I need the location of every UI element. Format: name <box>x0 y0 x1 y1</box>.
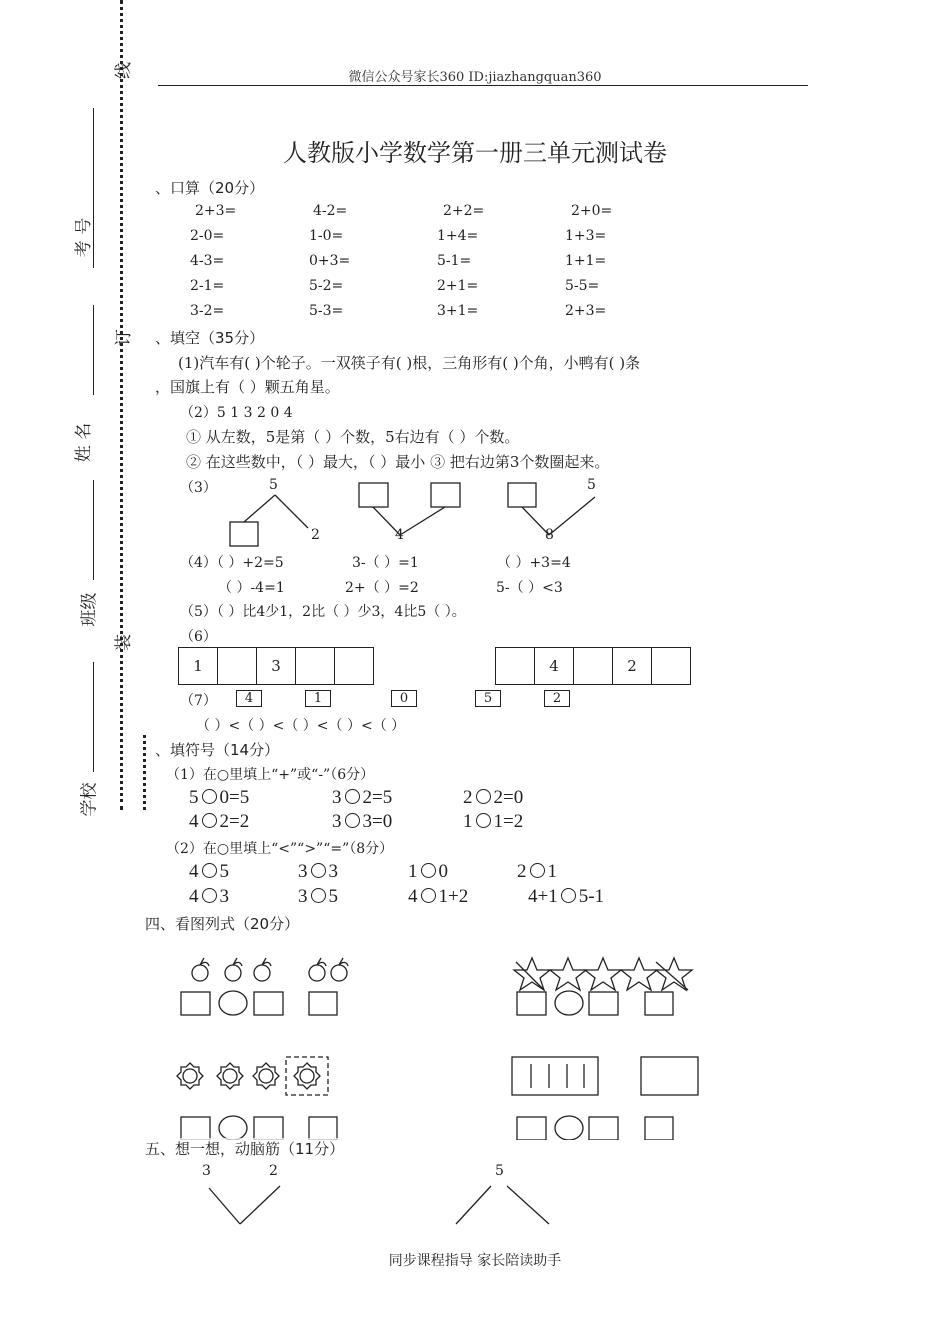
q6-left-cell-3: 3 <box>256 647 296 685</box>
q6-right-cell-5 <box>651 647 691 685</box>
blank-circle-icon <box>476 789 491 804</box>
s5-num-2: 2 <box>269 1163 278 1179</box>
s1-r3c2: 2+1= <box>437 278 479 294</box>
s3-p2-r1-b2: 3 <box>328 861 338 882</box>
blank-circle-icon <box>202 789 217 804</box>
blank-circle-icon <box>202 888 217 903</box>
answer-box <box>589 992 618 1015</box>
q6-left-cell-1: 1 <box>178 647 218 685</box>
s1-r3c1: 5-2= <box>309 278 344 294</box>
s1-r0c2: 2+2= <box>443 203 485 219</box>
q4-row2-c: 5-（ ）<3 <box>496 580 563 596</box>
q3-num-top: 5 <box>269 477 278 493</box>
q3-number-trees <box>0 0 950 560</box>
s1-r2c1: 0+3= <box>309 253 351 269</box>
q3-tree1-branch-right <box>275 495 308 528</box>
xingming-label: 姓 名 <box>74 422 95 463</box>
operator-oval <box>555 1116 583 1140</box>
q4-row2-a: （ ）-4=1 <box>218 580 285 596</box>
q7-box-2: 1 <box>305 690 331 707</box>
blank-circle-icon <box>530 863 545 878</box>
answer-box <box>517 992 546 1015</box>
apple-icon <box>192 958 209 981</box>
s1-r1c2: 1+4= <box>437 228 479 244</box>
s3-p2-r2-d <box>528 886 604 908</box>
s1-r4c1: 5-3= <box>309 303 344 319</box>
sun-icon <box>253 1063 279 1089</box>
answer-box <box>589 1117 618 1140</box>
q3-label: （3） <box>180 480 217 496</box>
q3-tree2-box-left <box>359 483 388 507</box>
star-icon <box>550 958 586 990</box>
section1-title: 、口算（20分） <box>155 179 265 197</box>
s3-p2-r2-c <box>408 886 468 908</box>
s3-part2-instr: （2）在○里填上“<”“>”“=”（8分） <box>166 841 394 857</box>
s3-p2-r1-d <box>517 861 557 883</box>
q6-left-cell-5 <box>334 647 374 685</box>
section3-title: 、填符号（14分） <box>155 741 280 759</box>
q4-row2-b: 2+（ ）=2 <box>345 580 419 596</box>
page-title: 人教版小学数学第一册三单元测试卷 <box>283 139 667 167</box>
star-icon <box>585 958 621 990</box>
xuexiao-label: 学校 <box>79 782 100 817</box>
q2-sub-b: ② 在这些数中，（ ）最大，（ ）最小 ③ 把右边第3个数圈起来。 <box>186 453 610 471</box>
s3-p1-r2-c2: 1=2 <box>493 811 524 832</box>
s3-p1-r1-a1: 5 <box>189 787 199 808</box>
sun-icon <box>294 1063 320 1089</box>
binding-zhuang-char: 装 <box>114 634 134 651</box>
s3-p2-r2-b <box>298 886 338 908</box>
s5-tree1-left <box>209 1188 240 1224</box>
answer-box <box>645 992 673 1015</box>
s3-p2-r2-d2: 5-1 <box>578 886 605 907</box>
apple-icon <box>309 958 326 981</box>
q7-box-4: 5 <box>475 690 501 707</box>
s3-p2-r1-d1: 2 <box>517 861 527 882</box>
q7-label: （7） <box>180 693 217 709</box>
star-icon <box>514 958 550 990</box>
s3-p1-row2-b <box>332 811 392 833</box>
q3-num-bottom2: 8 <box>545 527 554 543</box>
star-icon <box>621 958 657 990</box>
q7-order-line: （ ）<（ ）<（ ）<（ ）<（ ） <box>196 718 406 734</box>
sun-icon <box>177 1063 203 1089</box>
q1-line-b: ，国旗上有（ ）颗五角星。 <box>155 378 340 396</box>
s1-r2c2: 5-1= <box>437 253 472 269</box>
q3-tree3-branch-right <box>549 497 595 535</box>
s4-pictures <box>0 940 950 1140</box>
q2-numbers: （2）5 1 3 2 0 4 <box>180 405 293 421</box>
s3-p2-r2-a1: 4 <box>189 886 199 907</box>
q7-box-1: 4 <box>236 690 262 707</box>
s3-p2-r2-d1: 4+1 <box>528 886 558 907</box>
q2-sub-a: ① 从左数，5是第（ ）个数，5右边有（ ）个数。 <box>186 428 520 446</box>
s3-p2-r2-b1: 3 <box>298 886 308 907</box>
s3-p1-row1-c <box>463 787 523 809</box>
blank-circle-icon <box>476 813 491 828</box>
s1-r1c0: 2-0= <box>190 228 225 244</box>
answer-box <box>309 992 337 1015</box>
q5-line: （5）（ ）比4少1，2比（ ）少3，4比5（ ）。 <box>180 604 466 620</box>
q6-right-cell-2: 4 <box>534 647 574 685</box>
s3-p2-r1-d2: 1 <box>547 861 557 882</box>
s5-tree2-right <box>507 1186 549 1224</box>
s1-r0c1: 4-2= <box>313 203 348 219</box>
s3-p2-r2-a <box>189 886 229 908</box>
q3-num-right: 2 <box>311 527 320 543</box>
strike-line <box>656 962 688 990</box>
s1-r4c0: 3-2= <box>190 303 225 319</box>
answer-box <box>517 1117 546 1140</box>
s3-p2-r2-b2: 5 <box>328 886 338 907</box>
s5-num-3: 3 <box>202 1163 211 1179</box>
empty-sticks-box <box>641 1057 698 1095</box>
s5-num-5: 5 <box>495 1163 504 1179</box>
s3-p1-r1-c2: 2=0 <box>493 787 524 808</box>
q7-box-3: 0 <box>391 690 417 707</box>
s3-p1-row2-c <box>463 811 523 833</box>
kaohao-label: 考 号 <box>74 217 95 258</box>
blank-circle-icon <box>421 863 436 878</box>
sticks-box <box>512 1057 598 1095</box>
answer-box <box>254 992 283 1015</box>
s1-r2c0: 4-3= <box>190 253 225 269</box>
s3-p2-r1-c2: 0 <box>438 861 448 882</box>
q1-line-a: (1)汽车有( )个轮子。一双筷子有( )根，三角形有( )个角，小鸭有( )条 <box>178 354 641 372</box>
s1-r4c2: 3+1= <box>437 303 479 319</box>
q7-box-5: 2 <box>544 690 570 707</box>
q3-num-top2: 5 <box>587 477 596 493</box>
blank-circle-icon <box>421 888 436 903</box>
binding-ding-char: 订 <box>114 329 134 346</box>
section4-title: 四、看图列式（20分） <box>145 915 300 933</box>
s3-p2-r1-a2: 5 <box>219 861 229 882</box>
q3-tree1-box <box>230 522 258 546</box>
answer-box <box>181 1117 210 1140</box>
blank-circle-icon <box>311 888 326 903</box>
q4-row1-b: 3-（ ）=1 <box>352 555 419 571</box>
s3-p2-r1-b1: 3 <box>298 861 308 882</box>
q6-right-cell-3 <box>573 647 613 685</box>
apple-icon <box>331 958 348 981</box>
s3-p1-r2-b2: 3=0 <box>362 811 393 832</box>
s1-r3c3: 5-5= <box>565 278 600 294</box>
q3-tree1-branch-left <box>244 495 275 522</box>
sun-icon <box>217 1063 243 1089</box>
s3-p1-row2 <box>189 811 249 833</box>
q3-num-bottom: 4 <box>395 527 404 543</box>
blank-circle-icon <box>561 888 576 903</box>
answer-box <box>254 1117 283 1140</box>
q3-tree2-branch-right <box>400 507 445 535</box>
binding-dotted-line-lower <box>143 735 146 810</box>
page-footer: 同步课程指导 家长陪读助手 <box>388 1253 562 1269</box>
s3-p1-r2-a2: 2=2 <box>219 811 250 832</box>
s5-tree1-right <box>240 1186 280 1224</box>
s3-p1-r1-a2: 0=5 <box>219 787 250 808</box>
q3-tree3-box <box>508 483 536 507</box>
s3-p1-row1-b <box>332 787 392 809</box>
strike-line <box>516 962 544 990</box>
blank-circle-icon <box>345 813 360 828</box>
blank-circle-icon <box>311 863 326 878</box>
s3-p1-r1-b1: 3 <box>332 787 342 808</box>
q4-row1-c: （ ）+3=4 <box>497 555 571 571</box>
s3-p2-r1-c1: 1 <box>408 861 418 882</box>
page-header: 微信公众号家长360 ID:jiazhangquan360 <box>348 70 602 85</box>
apple-icon <box>225 958 242 981</box>
section2-title: 、填空（35分） <box>155 329 265 347</box>
s3-p1-r2-a1: 4 <box>189 811 199 832</box>
apple-icon <box>254 958 271 981</box>
answer-box <box>645 1117 673 1140</box>
blank-circle-icon <box>202 813 217 828</box>
s1-r3c0: 2-1= <box>190 278 225 294</box>
operator-oval <box>555 991 583 1015</box>
answer-box <box>181 992 210 1015</box>
q6-label: （6） <box>180 629 217 645</box>
s3-part1-instr: （1）在○里填上“+”或“-”（6分） <box>166 767 375 783</box>
s3-p2-r2-a2: 3 <box>219 886 229 907</box>
operator-oval <box>219 991 247 1015</box>
s3-p1-row1 <box>189 787 249 809</box>
q6-left-cell-4 <box>295 647 335 685</box>
answer-box <box>309 1117 337 1140</box>
s1-r0c3: 2+0= <box>571 203 613 219</box>
star-icon <box>656 958 692 990</box>
s3-p2-r1-c <box>408 861 448 883</box>
q3-tree2-box-right <box>431 483 460 507</box>
s1-r1c3: 1+3= <box>565 228 607 244</box>
q6-right-cell-4: 2 <box>612 647 652 685</box>
s5-trees <box>0 1180 950 1240</box>
s1-r2c3: 1+1= <box>565 253 607 269</box>
q6-right-cell-1 <box>495 647 535 685</box>
s3-p2-r2-c1: 4 <box>408 886 418 907</box>
banji-label: 班级 <box>79 592 100 627</box>
s3-p1-r2-b1: 3 <box>332 811 342 832</box>
operator-oval <box>219 1116 247 1140</box>
section5-title: 五、想一想，动脑筋（11分） <box>145 1140 345 1158</box>
xuexiao-underline <box>93 662 94 772</box>
q6-left-cell-2 <box>217 647 257 685</box>
s3-p1-r1-c1: 2 <box>463 787 473 808</box>
s3-p2-r1-b <box>298 861 338 883</box>
blank-circle-icon <box>202 863 217 878</box>
s3-p2-r2-c2: 1+2 <box>438 886 469 907</box>
s3-p2-r1-a <box>189 861 229 883</box>
s1-r0c0: 2+3= <box>195 203 237 219</box>
s5-tree2-left <box>456 1186 491 1224</box>
s1-r1c1: 1-0= <box>309 228 344 244</box>
q4-row1-a: （4）（ ）+2=5 <box>180 555 284 571</box>
s3-p1-r2-c1: 1 <box>463 811 473 832</box>
s3-p1-r1-b2: 2=5 <box>362 787 393 808</box>
s3-p2-r1-a1: 4 <box>189 861 199 882</box>
binding-line-char: 线 <box>114 62 134 79</box>
s1-r4c3: 2+3= <box>565 303 607 319</box>
blank-circle-icon <box>345 789 360 804</box>
